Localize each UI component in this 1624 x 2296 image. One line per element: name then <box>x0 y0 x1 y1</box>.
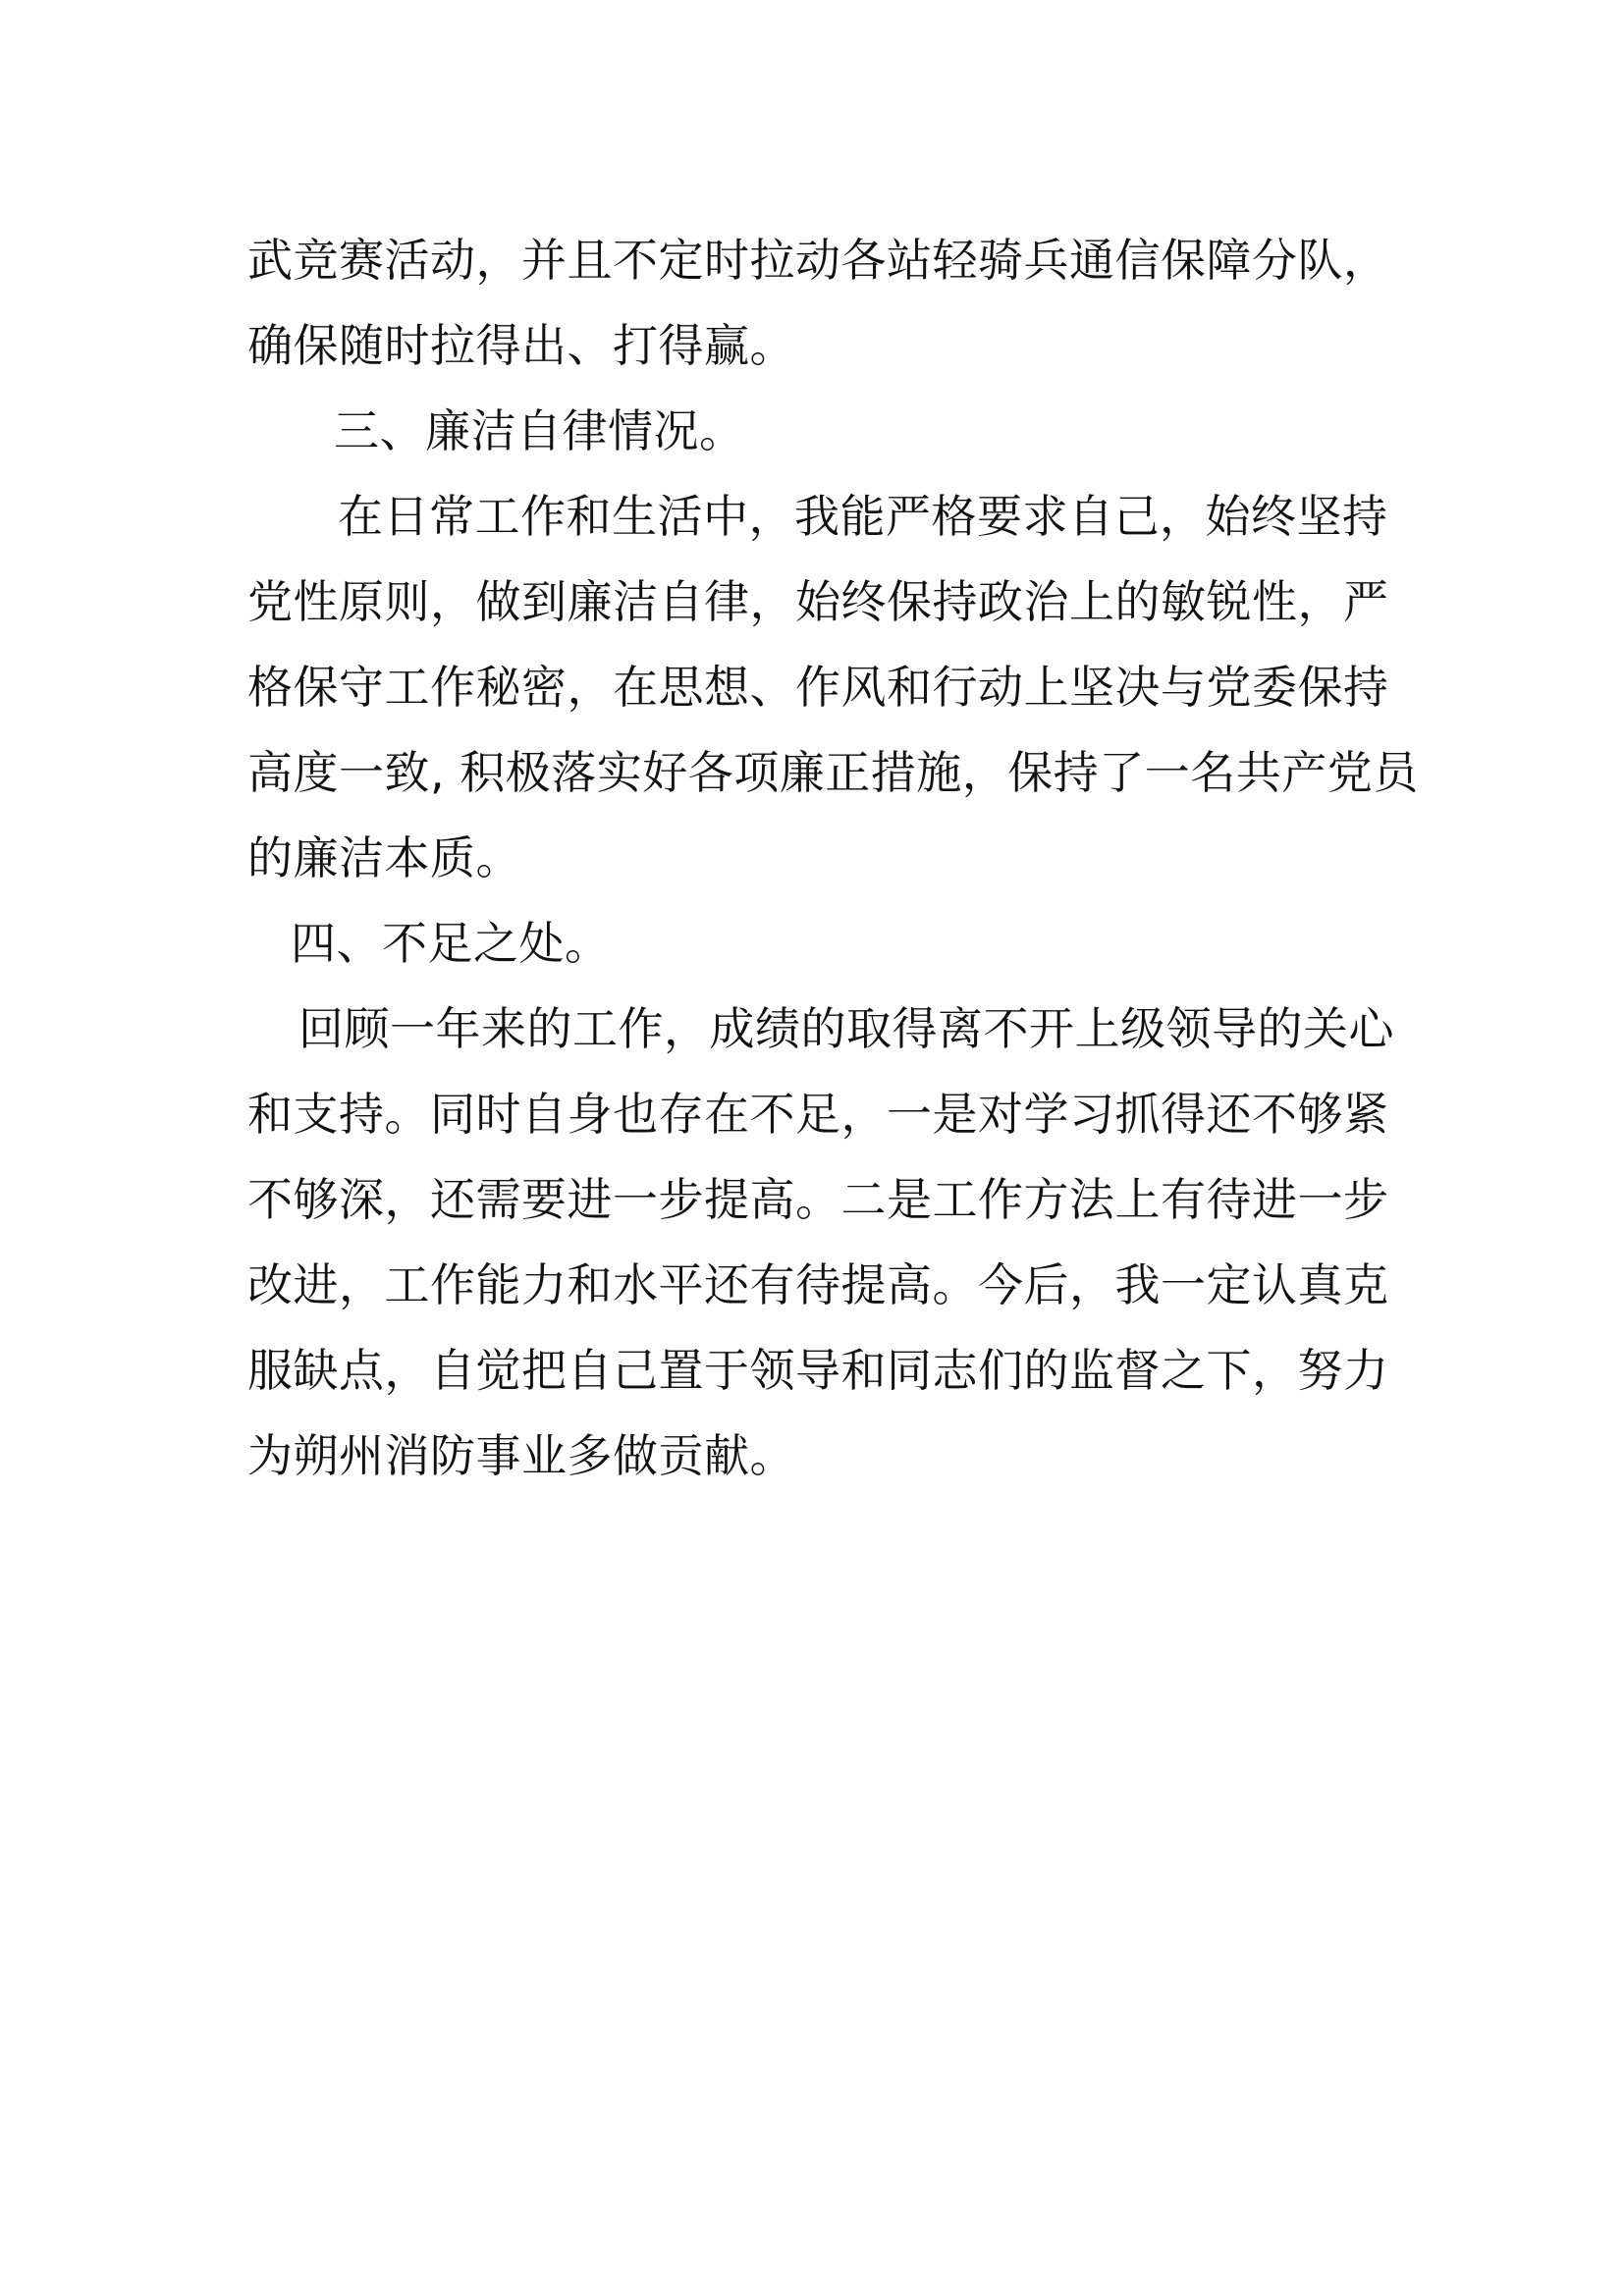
text-line: 回顾一年来的工作，成绩的取得离不开上级领导的关心 <box>298 1002 1394 1055</box>
text-line: 高度一致, 积极落实好各项廉正措施，保持了一名共产党员 <box>247 746 1419 799</box>
document-body <box>247 218 1419 1499</box>
text-line: 服缺点，自觉把自己置于领导和同志们的监督之下，努力 <box>247 1344 1389 1397</box>
text-line: 确保随时拉得出、打得赢。 <box>247 319 795 372</box>
text-line: 在日常工作和生活中，我能严格要求自己，始终坚持 <box>338 490 1388 543</box>
text-line: 不够深，还需要进一步提高。二是工作方法上有待进一步 <box>247 1173 1389 1226</box>
section-heading-4: 四、不足之处。 <box>291 917 611 970</box>
text-line: 党性原则，做到廉洁自律，始终保持政治上的敏锐性，严 <box>247 575 1389 628</box>
section-heading-3: 三、廉洁自律情况。 <box>334 404 745 457</box>
text-line: 为朔州消防事业多做贡献。 <box>247 1429 795 1482</box>
text-line: 和支持。同时自身也存在不足，一是对学习抓得还不够紧 <box>247 1088 1389 1141</box>
text-line: 的廉洁本质。 <box>247 831 521 884</box>
text-line: 格保守工作秘密，在思想、作风和行动上坚决与党委保持 <box>247 661 1389 714</box>
text-line: 武竞赛活动，并且不定时拉动各站轻骑兵通信保障分队， <box>247 234 1389 287</box>
text-line: 改进，工作能力和水平还有待提高。今后，我一定认真克 <box>247 1258 1389 1311</box>
